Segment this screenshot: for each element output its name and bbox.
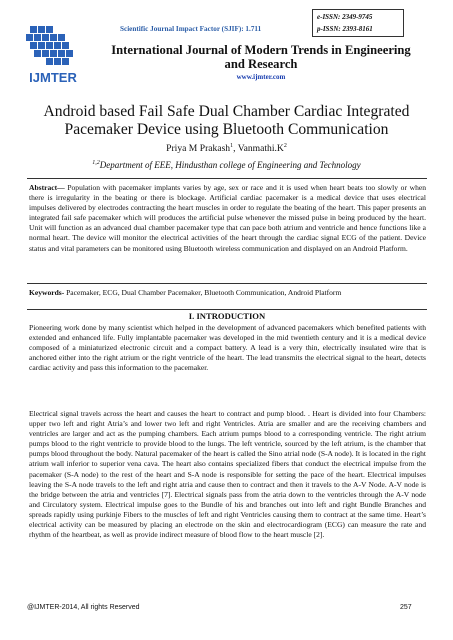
- author-separator: ,: [233, 143, 238, 154]
- journal-title-line1: International Journal of Modern Trends in Engineering: [111, 43, 411, 57]
- keywords-label: Keywords-: [29, 288, 65, 297]
- abstract: [29, 183, 426, 254]
- intro-paragraph-1: Pioneering work done by many scientist which helped in the development of advanced pacemakers which benefited patients with extended and enhanced life. Fully implantable pacemaker was developed in the mid twentieth century and it is a medical device composed of a miniaturized electronic circuit and a compact battery. A lead is a very thin, electrically insulated wire that is anchored either into the right atrium or the right ventricle of the heart. The lead transmits the electrical signal to the heart, detects cardiac activity and pass this information to the pacemaker.: [29, 323, 426, 373]
- page-number: 257: [400, 604, 412, 611]
- author-2-sup: 2: [283, 142, 287, 149]
- author-2: Vanmathi.K: [237, 143, 284, 154]
- eissn: e-ISSN: 2349-9745: [317, 13, 373, 21]
- journal-header: [0, 0, 453, 100]
- journal-title: [86, 43, 436, 71]
- paper-title: Android based Fail Safe Dual Chamber Cardiac Integrated Pacemaker Device using Bluetooth Communication: [43, 103, 410, 138]
- footer-copyright: @IJMTER-2014, All rights Reserved: [27, 604, 140, 611]
- affiliation-text: Department of EEE, Hindusthan college of Engineering and Technology: [99, 160, 361, 170]
- pissn: p-ISSN: 2393-8161: [317, 25, 373, 33]
- keywords-text: Pacemaker, ECG, Dual Chamber Pacemaker, Bluetooth Communication, Android Platform: [64, 288, 342, 297]
- author-1: Priya M Prakash: [166, 143, 231, 154]
- abstract-top-rule: [27, 178, 427, 179]
- impact-factor: Scientific Journal Impact Factor (SJIF): 1.711: [120, 25, 262, 33]
- section-heading-introduction: I. INTRODUCTION: [188, 311, 266, 321]
- intro-paragraph-2: Electrical signal travels across the heart and causes the heart to contract and pump blood. . Heart is divided into four Chambers: upper two left and right Atria’s and lower two left and right Ventricles. Atria are smaller and are the receiving chambers and ventricles are larger and act as the pumping chambers. Each atrium pumps blood to a corresponding ventricle. The right atrium pumps blood to the right ventricle to provide blood to the lungs. The left ventricle, sourced by the left atrium, is the chamber that pumps blood throughout the body. Natural pacemaker of the heart is called the Sino atrial node (S-A node). It is located in the right atrium wall inferior to superior vena cava. The heart also contains specialized fibers that conduct the electrical impulse from the pacemaker (S-A node) to the rest of the heart and S-A node is responsible for setting the pace of the heart. Electrical impulses leaving the S-A node travels to the left and right atria and cause then to contract and then it travels to the A-V Node. A-V node is the bridge between the atria and ventricles [7]. Electrical signals pass from the atria down to the ventricles through the A-V node and Circulatory system. Electrical impulse goes to the Bundle of his and branches out into left and right Bundle Branches and spreads rapidly using purkinje Fibers to the muscles of left and right Ventricles causing them to contract at the same time. Heart’s electrical activity can be measured by placing an electrode on the skin and electrocardiogram (ECG) can measure the rate and rhythm of the heartbeat, as well as provide indirect measure of blood flow to the heart muscle [2].: [29, 409, 426, 540]
- svg-text:IJMTER: IJMTER: [29, 70, 77, 85]
- author-1-sup: 1: [230, 142, 234, 149]
- affiliation: [14, 160, 439, 170]
- abstract-text: Population with pacemaker implants varies by age, sex or race and it is used when heart beats too slowly or when there is irregularity in the beating or there is blockage. Artificial cardiac pacemaker is a medical device that uses electrical impulses delivered by electrodes contracting the heart muscles in order to regulate the beating of the heart. This paper presents an integrated fail safe pacemaker which will produces the artificial pulse whenever the missed pulse in being produced by the heart. Unit will function as an advanced dual chamber pacemaker type that can pace both atrium and ventricle and hence functions like a normal heart. The device will monitor the electrical activities of the heart through the cardiac signal ECG of the patient. Device status and vital parameters can be monitored using Bluetooth wireless communication and displayed on an Android Platform.: [29, 183, 426, 253]
- issn-box: [312, 9, 404, 37]
- ijmter-logo: [22, 22, 84, 88]
- keywords: [29, 288, 426, 298]
- journal-url[interactable]: www.ijmter.com: [236, 73, 286, 81]
- affiliation-sup: 1,2: [92, 160, 100, 166]
- abstract-label: Abstract—: [29, 183, 65, 192]
- keywords-top-rule: [27, 283, 427, 284]
- authors: [14, 143, 439, 154]
- journal-title-line2: and Research: [224, 57, 298, 71]
- keywords-bottom-rule: [27, 309, 427, 310]
